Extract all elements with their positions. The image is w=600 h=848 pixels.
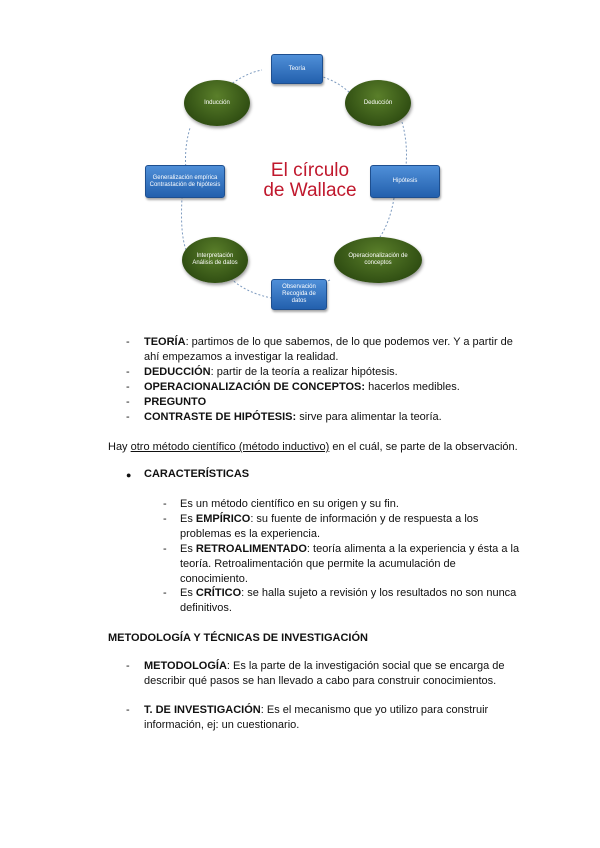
node-interpretacion xyxy=(182,237,248,283)
caracteristicas-heading: CARACTERÍSTICAS xyxy=(144,468,250,480)
list-item xyxy=(144,365,398,380)
node-generalizacion-label-1: Generalización empírica xyxy=(152,174,218,181)
term-teoria: TEORÍA xyxy=(144,336,186,348)
term-deduccion: DEDUCCIÓN xyxy=(144,366,211,378)
caracteristica-prefix: Es xyxy=(180,543,196,555)
node-observacion-label-1: Observación xyxy=(282,284,316,290)
caracteristica-empirico xyxy=(180,512,478,527)
list-dash: - xyxy=(126,381,130,393)
list-dash: - xyxy=(163,543,167,555)
caracteristica-term: RETROALIMENTADO xyxy=(195,543,307,555)
paragraph-underlined: otro método científico (método inductivo) xyxy=(130,441,330,453)
node-operacionalizacion-label: Operacionalización de conceptos xyxy=(348,253,408,266)
node-hipotesis xyxy=(370,165,440,198)
list-dash: - xyxy=(163,498,167,510)
caracteristica-desc-2: problemas es la experiencia. xyxy=(180,528,321,540)
list-dash: - xyxy=(126,411,130,423)
diagram-title-line-1: El círculo xyxy=(270,160,350,181)
term-teoria-desc-2: ahí empezamos a investigar la realidad. xyxy=(144,351,339,363)
node-deduccion xyxy=(345,80,411,126)
list-dash: - xyxy=(163,513,167,525)
node-induccion xyxy=(184,80,250,126)
node-generalizacion-label-2: Contrastación de hipótesis xyxy=(149,181,221,188)
term-teoria-desc: : partimos de lo que sabemos, de lo que podemos ver. Y a partir de xyxy=(185,336,513,348)
list-dash: - xyxy=(126,336,130,348)
term-metodologia-desc-2: describir qué pasos se han llevado a cabo para construir conocimientos. xyxy=(144,675,497,687)
term-metodologia: METODOLOGÍA xyxy=(144,660,227,672)
term-metodologia-desc: : Es la parte de la investigación social que se encarga de xyxy=(226,660,505,672)
caracteristica-desc-2: teoría. Retroalimentación que permite la acumulación de xyxy=(180,558,456,570)
list-dash: - xyxy=(126,366,130,378)
caracteristica-desc: : su fuente de información y de respuesta a los xyxy=(250,513,479,525)
list-dash: - xyxy=(163,587,167,599)
term-contraste-desc: sirve para alimentar la teoría. xyxy=(296,411,442,423)
node-hipotesis-label: Hipótesis xyxy=(392,178,418,184)
caracteristica-term: EMPÍRICO xyxy=(195,513,251,525)
diagram-title-line-2: de Wallace xyxy=(263,180,357,201)
node-generalizacion xyxy=(145,165,225,198)
list-dash: - xyxy=(126,396,130,408)
list-dash: - xyxy=(126,704,130,716)
caracteristica-desc: : teoría alimenta a la experiencia y ésta a la xyxy=(306,543,520,555)
caracteristica-term: CRÍTICO xyxy=(195,587,242,599)
caracteristica-critico xyxy=(180,586,516,601)
paragraph-text-1: Hay xyxy=(108,441,131,453)
term-pregunto: PREGUNTO xyxy=(144,396,207,408)
node-deduccion-label: Deducción xyxy=(363,99,393,106)
node-induccion-label: Inducción xyxy=(204,99,230,106)
caracteristica-retroalimentado xyxy=(180,542,519,557)
diagram-title xyxy=(250,161,370,201)
node-teoria xyxy=(271,54,323,84)
paragraph-text-2: en el cuál, se parte de la observación. xyxy=(329,441,518,453)
node-interpretacion-label-2: Análisis de datos xyxy=(192,260,238,266)
caracteristica-desc-3: conocimiento. xyxy=(180,573,248,585)
inductive-method-paragraph xyxy=(108,440,518,455)
term-contraste: CONTRASTE DE HIPÓTESIS: xyxy=(144,411,297,423)
list-item xyxy=(144,380,460,395)
node-operacionalizacion xyxy=(334,237,422,283)
caracteristica-prefix: Es xyxy=(180,587,196,599)
term-tecnicas-desc: : Es el mecanismo que yo utilizo para construir xyxy=(260,704,489,716)
bullet-icon: ● xyxy=(126,470,132,480)
list-item xyxy=(144,410,442,425)
node-interpretacion-label-1: Interpretación xyxy=(196,253,234,259)
list-item xyxy=(144,659,505,674)
list-dash: - xyxy=(126,660,130,672)
node-observacion-label-2: Recogida de datos xyxy=(282,291,316,304)
wallace-circle-diagram xyxy=(140,48,460,310)
list-item xyxy=(144,703,488,718)
node-observacion xyxy=(271,279,327,310)
term-tecnicas-desc-2: información, ej: un cuestionario. xyxy=(144,719,300,731)
term-operacionalizacion: OPERACIONALIZACIÓN DE CONCEPTOS: xyxy=(144,381,366,393)
section-heading: METODOLOGÍA Y TÉCNICAS DE INVESTIGACIÓN xyxy=(108,632,368,644)
term-deduccion-desc: : partir de la teoría a realizar hipótesis. xyxy=(210,366,398,378)
term-operacionalizacion-desc: hacerlos medibles. xyxy=(365,381,460,393)
caracteristica-prefix: Es xyxy=(180,513,196,525)
term-tecnicas: T. DE INVESTIGACIÓN xyxy=(144,704,261,716)
caracteristica-origen: Es un método científico en su origen y su fin. xyxy=(180,498,399,510)
caracteristica-desc-2: definitivos. xyxy=(180,602,232,614)
list-item xyxy=(144,395,206,410)
node-teoria-label: Teoría xyxy=(288,65,306,72)
list-item xyxy=(144,335,513,350)
caracteristica-desc: : se halla sujeto a revisión y los resultados no son nunca xyxy=(241,587,517,599)
